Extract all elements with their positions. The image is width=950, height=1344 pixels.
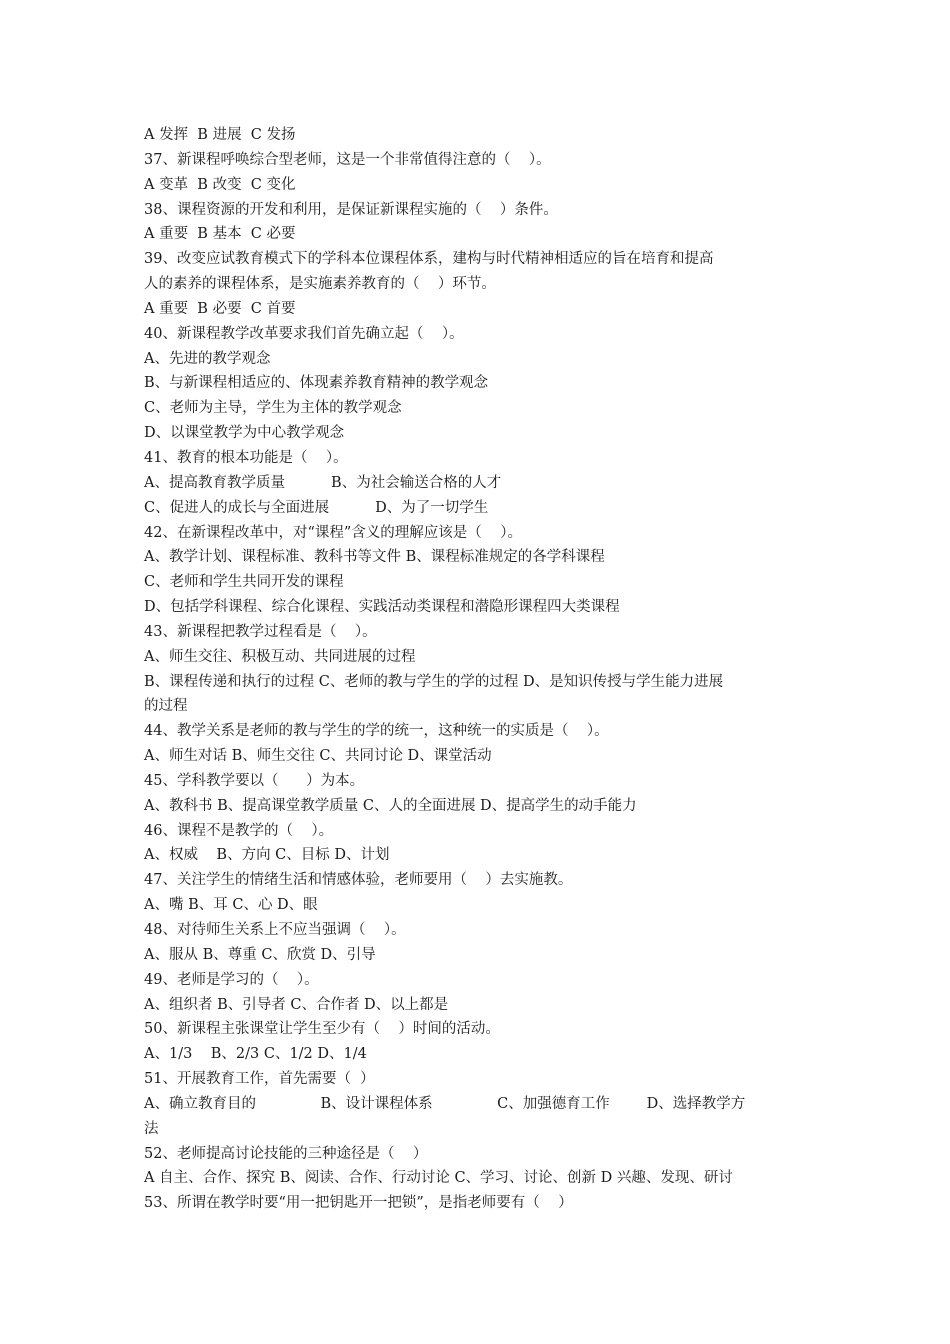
text-line: A、师生对话 B、师生交往 C、共同讨论 D、课堂活动 <box>144 748 492 765</box>
text-line: A、嘴 B、耳 C、心 D、眼 <box>144 897 318 914</box>
text-line: 40、新课程教学改革要求我们首先确立起（ ）。 <box>144 325 464 342</box>
text-line: 37、新课程呼唤综合型老师，这是一个非常值得注意的（ ）。 <box>144 151 551 168</box>
text-line: 49、老师是学习的（ ）。 <box>144 971 319 988</box>
text-line: 46、课程不是教学的（ ）。 <box>144 822 334 839</box>
text-line: A 重要 B 必要 C 首要 <box>144 300 296 317</box>
text-line: 39、改变应试教育模式下的学科本位课程体系，建构与时代精神相适应的旨在培育和提高 <box>144 251 714 268</box>
text-line: B、与新课程相适应的、体现素养教育精神的教学观念 <box>144 375 489 392</box>
text-line: 42、在新课程改革中，对“课程”含义的理解应该是（ ）。 <box>144 524 522 541</box>
text-line: A、1/3 B、2/3 C、1/2 D、1/4 <box>144 1046 367 1063</box>
text-line: 52、老师提高讨论技能的三种途径是（ ） <box>144 1145 428 1162</box>
text-line: 45、学科教学要以（ ）为本。 <box>144 772 365 789</box>
text-line: 38、课程资源的开发和利用，是保证新课程实施的（ ）条件。 <box>144 201 558 218</box>
text-line: 51、开展教育工作，首先需要（ ） <box>144 1071 375 1088</box>
text-line: A 变革 B 改变 C 变化 <box>144 176 296 193</box>
text-line: 50、新课程主张课堂让学生至少有（ ）时间的活动。 <box>144 1021 500 1038</box>
text-line: 43、新课程把教学过程看是（ ）。 <box>144 623 377 640</box>
text-line: A、教科书 B、提高课堂教学质量 C、人的全面进展 D、提高学生的动手能力 <box>144 797 637 814</box>
text-line: A、组织者 B、引导者 C、合作者 D、以上都是 <box>144 996 449 1013</box>
text-line: 53、所谓在教学时要“用一把钥匙开一把锁”，是指老师要有（ ） <box>144 1195 573 1212</box>
text-line: 人的素养的课程体系，是实施素养教育的（ ）环节。 <box>144 276 496 293</box>
text-line: A、师生交往、积极互动、共同进展的过程 <box>144 648 416 665</box>
text-line: 47、关注学生的情绪生活和情感体验，老师要用（ ）去实施教。 <box>144 872 573 889</box>
text-line: A 自主、合作、探究 B、阅读、合作、行动讨论 C、学习、讨论、创新 D 兴趣、发现、研讨 <box>144 1170 733 1187</box>
text-line: D、以课堂教学为中心教学观念 <box>144 425 345 442</box>
text-line: 的过程 <box>144 698 188 715</box>
text-line: B、课程传递和执行的过程 C、老师的教与学生的学的过程 D、是知识传授与学生能力进展 <box>144 673 724 690</box>
text-line: D、包括学科课程、综合化课程、实践活动类课程和潜隐形课程四大类课程 <box>144 599 620 616</box>
text-line: A、提高教育教学质量 B、为社会输送合格的人才 <box>144 474 502 491</box>
text-line: A 发挥 B 进展 C 发扬 <box>144 127 296 143</box>
text-line: 41、教育的根本功能是（ ）。 <box>144 449 348 466</box>
text-line: 法 <box>144 1120 159 1137</box>
text-line: A 重要 B 基本 C 必要 <box>144 226 296 243</box>
text-line: C、促进人的成长与全面进展 D、为了一切学生 <box>144 499 489 516</box>
text-line: C、老师和学生共同开发的课程 <box>144 574 344 591</box>
text-line: A、权威 B、方向 C、目标 D、计划 <box>144 847 390 864</box>
text-line: A、确立教育目的 B、设计课程体系 C、加强德育工作 D、选择教学方 <box>144 1095 746 1112</box>
text-line: A、服从 B、尊重 C、欣赏 D、引导 <box>144 946 376 963</box>
text-line: 44、教学关系是老师的教与学生的学的统一，这种统一的实质是（ ）。 <box>144 723 609 740</box>
text-line: A、教学计划、课程标准、教科书等文件 B、课程标准规定的各学科课程 <box>144 549 605 566</box>
text-line: 48、对待师生关系上不应当强调（ ）。 <box>144 922 406 938</box>
text-line: C、老师为主导，学生为主体的教学观念 <box>144 400 402 417</box>
document-body <box>144 123 812 1216</box>
text-line: A、先进的教学观念 <box>144 350 271 367</box>
